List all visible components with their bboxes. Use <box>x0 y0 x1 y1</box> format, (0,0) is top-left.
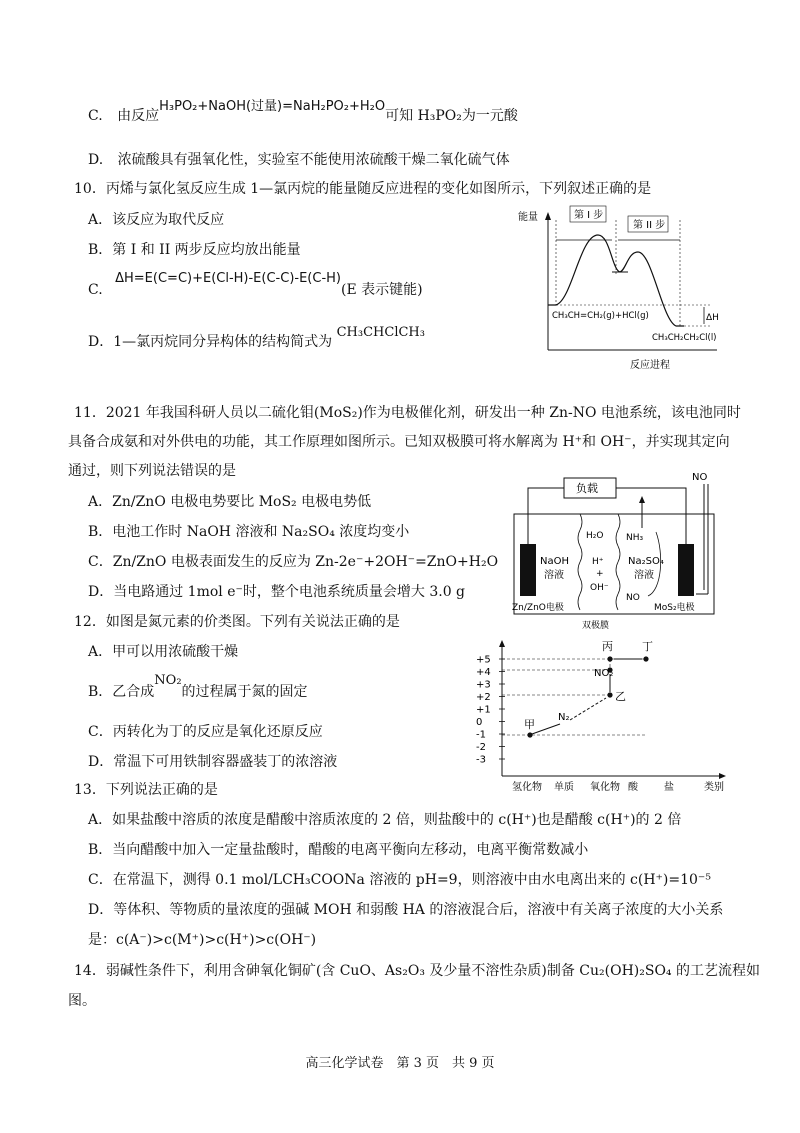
label-bing: 丙 <box>602 640 613 653</box>
q13-option-d: D．等体积、等物质的量浓度的强碱 MOH 和弱酸 HA 的溶液混合后，溶液中有关离子浓度的大小关系 <box>88 902 724 918</box>
valence-tick-label: -2 <box>476 742 486 753</box>
mos2-electrode <box>678 544 694 596</box>
category-axis-label: 类别 <box>704 782 724 793</box>
valence-tick-label: -1 <box>476 729 486 741</box>
load-label: 负载 <box>576 482 598 495</box>
naoh-label: NaOH <box>540 556 569 567</box>
q9-option-d: D. 浓硫酸具有强氧化性，实验室不能使用浓硫酸干燥二氧化硫气体 <box>88 152 510 168</box>
point-jia <box>527 732 532 737</box>
svg-text:溶液: 溶液 <box>544 570 564 581</box>
q14-stem-line1: 14．弱碱性条件下，利用含砷氧化铜矿(含 CuO、As₂O₃ 及少量不溶性杂质)制备 Cu₂(OH)₂SO₄ 的工艺流程如 <box>74 963 760 979</box>
no-lower-label: NO <box>626 593 640 603</box>
q12-option-b: B．乙合成NO₂的过程属于氮的固定 <box>88 673 308 700</box>
q13-stem: 13．下列说法正确的是 <box>74 782 218 798</box>
page-footer: 高三化学试卷 第 3 页 共 9 页 <box>305 1056 495 1071</box>
h2o-label: H₂O <box>586 531 604 541</box>
label-no2: NO₂ <box>594 668 614 679</box>
q10-energy-diagram <box>512 200 732 370</box>
q11-option-c: C．Zn/ZnO 电极表面发生的反应为 Zn-2e⁻+2OH⁻=ZnO+H₂O <box>88 554 499 570</box>
label-yi: 乙 <box>615 690 626 703</box>
valence-tick-label: 0 <box>476 717 483 728</box>
ohminus-label: OH⁻ <box>590 583 609 593</box>
valence-tick-label: +3 <box>476 679 491 691</box>
q12-option-d: D．常温下可用铁制容器盛装丁的浓溶液 <box>88 754 338 770</box>
reaction-axis-label: 反应进程 <box>630 360 670 370</box>
q12-option-a: A．甲可以用浓硫酸干燥 <box>88 644 239 660</box>
q11-stem-line2: 具备合成氨和对外供电的功能，其工作原理如图所示。已知双极膜可将水解离为 H⁺和 OH⁻，并实现其定向 <box>68 434 730 450</box>
category-label: 氧化物 <box>590 782 620 793</box>
q12-stem: 12．如图是氮元素的价类图。下列有关说法正确的是 <box>74 614 400 630</box>
na2so4-label: Na₂SO₄ <box>628 556 664 567</box>
membrane-label: 双极膜 <box>582 621 610 630</box>
valence-tick-label: +5 <box>476 654 491 666</box>
q13-option-a: A．如果盐酸中溶质的浓度是醋酸中溶质浓度的 2 倍，则盐酸中的 c(H⁺)也是醋酸 c(H⁺)的 2 倍 <box>88 812 682 828</box>
dh-label: ΔH <box>706 313 719 323</box>
valence-tick-label: -3 <box>476 754 486 766</box>
q10-option-c: C. ΔH=E(C=C)+E(Cl-H)-E(C-C)-E(C-H)(E 表示键能) <box>88 271 423 298</box>
mos2-electrode-label: MoS₂电极 <box>654 603 695 613</box>
q9-option-c: C. 由反应H₃PO₂+NaOH(过量)=NaH₂PO₂+H₂O可知 H₃PO₂为一元酸 <box>88 99 518 124</box>
svg-text:+: + <box>596 569 604 579</box>
point-ding <box>643 656 648 661</box>
svg-text:溶液: 溶液 <box>634 570 654 581</box>
arrow-jia-n2 <box>532 724 560 734</box>
point-yi <box>607 692 612 697</box>
q10-enthalpy-formula: ΔH=E(C=C)+E(Cl-H)-E(C-C)-E(C-H) <box>115 271 341 286</box>
q9-equation: H₃PO₂+NaOH(过量)=NaH₂PO₂+H₂O <box>159 99 386 114</box>
reactant-label: CH₃CH=CH₂(g)+HCl(g) <box>552 311 649 321</box>
category-label: 盐 <box>664 782 674 793</box>
valence-tick-label: +4 <box>476 667 491 678</box>
no-inlet-label: NO <box>692 472 708 483</box>
point-bing <box>607 656 612 661</box>
q10-structural-formula: CH₃CHClCH₃ <box>336 325 425 340</box>
energy-axis-label: 能量 <box>518 212 538 223</box>
q13-option-b: B．当向醋酸中加入一定量盐酸时，醋酸的电离平衡向左移动，电离平衡常数减小 <box>88 842 589 858</box>
category-label: 氢化物 <box>512 782 542 793</box>
q12-valence-chart <box>472 636 742 796</box>
q10-stem: 10．丙烯与氯化氢反应生成 1—氯丙烷的能量随反应进程的变化如图所示，下列叙述正确的是 <box>74 181 652 197</box>
bipolar-membrane-right <box>616 514 620 610</box>
label-ding: 丁 <box>642 640 653 653</box>
step1-label: 第 I 步 <box>574 210 604 221</box>
q11-stem-line1: 11．2021 年我国科研人员以二硫化钼(MoS₂)作为电极催化剂，研发出一种 Zn-NO 电池系统，该电池同时 <box>74 405 741 421</box>
zn-electrode <box>520 544 536 596</box>
category-label: 单质 <box>554 782 574 793</box>
q9-acid-formula: H₃PO₂ <box>417 108 462 124</box>
left-wire <box>528 488 564 544</box>
q12-no2-formula: NO₂ <box>154 673 182 688</box>
q10-option-d: D．1—氯丙烷同分异构体的结构简式为 CH₃CHClCH₃ <box>88 325 425 350</box>
product-label: CH₃CH₂CH₂Cl(l) <box>652 333 717 343</box>
q11-option-a: A．Zn/ZnO 电极电势要比 MoS₂ 电极电势低 <box>88 494 372 510</box>
q13-option-c: C．在常温下，测得 0.1 mol/LCH₃COONa 溶液的 pH=9，则溶液中由水电离出来的 c(H⁺)=10⁻⁵ <box>88 872 711 888</box>
q11-option-b: B．电池工作时 NaOH 溶液和 Na₂SO₄ 浓度均变小 <box>88 524 410 540</box>
q11-option-d: D．当电路通过 1mol e⁻时，整个电池系统质量会增大 3.0 g <box>88 584 466 600</box>
q10-option-b: B．第 I 和 II 两步反应均放出能量 <box>88 242 301 258</box>
zn-electrode-label: Zn/ZnO电极 <box>512 603 564 613</box>
label-jia: 甲 <box>524 718 535 731</box>
nh3-label: NH₃ <box>626 533 644 543</box>
valence-tick-label: +1 <box>476 704 491 716</box>
q11-stem-line3: 通过，则下列说法错误的是 <box>68 463 236 479</box>
q12-option-c: C．丙转化为丁的反应是氧化还原反应 <box>88 724 323 740</box>
hplus-label: H⁺ <box>592 557 604 567</box>
valence-tick-label: +2 <box>476 692 491 703</box>
q13-option-d-cont: 是：c(A⁻)>c(M⁺)>c(H⁺)>c(OH⁻) <box>88 932 317 948</box>
q11-battery-diagram <box>508 470 740 630</box>
label-n2: N₂ <box>558 712 570 723</box>
q14-stem-line2: 图。 <box>68 993 96 1009</box>
energy-axis-arrow <box>545 212 551 220</box>
q10-option-a: A．该反应为取代反应 <box>88 212 225 228</box>
bipolar-membrane-left <box>578 514 582 610</box>
category-label: 酸 <box>628 782 638 793</box>
arrow-n2-yi <box>570 698 606 720</box>
step2-label: 第 II 步 <box>633 220 666 231</box>
